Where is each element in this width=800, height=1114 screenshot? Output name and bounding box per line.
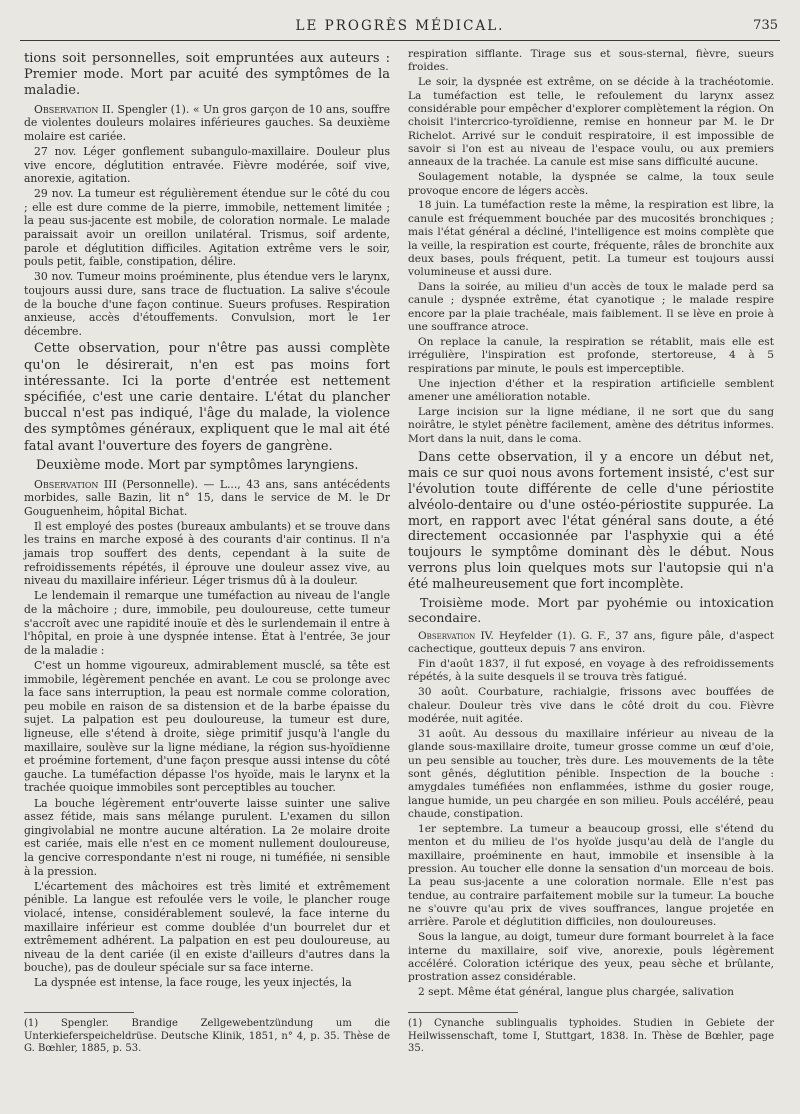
paragraph	[408, 76, 774, 170]
observation-label: Observation IV.	[418, 629, 494, 642]
section-heading	[24, 458, 390, 474]
observation-heading	[408, 630, 774, 657]
left-column	[24, 48, 390, 992]
paragraph-text: Le soir, la dyspnée est extrême, on se décide à la trachéotomie. La tuméfaction est telle, le refoulement du larynx assez considérable pour empêcher d'explorer complètement la région. On choisit l'intercrico-tyroïdienne, remise en honneur par M. le Dr Richelot. Arrivé sur le conduit respiratoire, il est impossible de savoir si l'on est au niveau de l'espace voulu, ou aux premiers anneaux de la trachée. La canule est mise sans difficulté aucune.	[408, 76, 774, 169]
paragraph-text: 1er septembre. La tumeur a beaucoup grossi, elle s'étend du menton et du milieu de l'os hyoïde jusqu'au delà de l'angle du maxillaire, proéminente en haut, immobile et insensible à la pression. Au toucher elle donne la sensation d'un morceau de bois. La peau sus-jacente a une coloration normale. Elle n'est pas tendue, au contraire parfaitement mobile sur la tumeur. La bouche ne s'ouvre qu'au prix de vives souffrances, langue projetée en arrière. Parole et déglutition difficiles, non douloureuses.	[408, 822, 774, 929]
paragraph-text: Sous la langue, au doigt, tumeur dure formant bourrelet à la face interne du maxillaire, soif vive, anorexie, pouls légèrement accéléré. Coloration ictérique des yeux, peau sèche et brûlante, prostration assez considérable.	[408, 931, 774, 984]
observation-label: Observation III	[34, 477, 117, 491]
paragraph	[408, 48, 774, 75]
paragraph-text: tions soit personnelles, soit empruntées aux auteurs : Premier mode. Mort par acuité des symptômes de la maladie.	[24, 51, 390, 99]
paragraph-text: 30 nov. Tumeur moins proéminente, plus étendue vers le larynx, toujours aussi dure, sans trace de fluctuation. La salive s'écoule de la bouche d'une façon continue. Sueurs profuses. Respiration anxieuse, accès d'étouffements. Convulsion, mort le 1er décembre.	[24, 270, 390, 338]
paragraph-text: Il est employé des postes (bureaux ambulants) et se trouve dans les trains en marche exposé à des courants d'air continus. Il n'a jamais trop souffert des dents, cependant à la suite de refroidissements répétés, il éprouve une douleur assez vive, au niveau du maxillaire inférieur. Léger trismus dû à la douleur.	[24, 519, 390, 588]
paragraph-text: 31 août. Au dessous du maxillaire inférieur au niveau de la glande sous-maxillaire droite, tumeur grosse comme un œuf d'oie, un peu sensible au toucher, très dure. Les mouvements de la tête sont gênés, déglutition pénible. Inspection de la bouche : amygdales tuméfiées non enflammées, isthme du gosier rouge, langue humide, un peu chargée en son milieu. Pouls accéléré, peau chaude, constipation.	[408, 727, 774, 820]
paragraph-text: 18 juin. La tuméfaction reste la même, la respiration est libre, la canule est fréquemment bouchée par des mucosités bronchiques ; mais l'état général a décliné, l'intelligence est moins complète que la veille, la respiration est courte, fréquente, râles de bronchite aux deux bases, pouls fréquent, petit. La tumeur est toujours aussi volumineuse et aussi dure.	[408, 199, 774, 279]
paragraph	[408, 406, 774, 446]
paragraph-text: On replace la canule, la respiration se rétablit, mais elle est irrégulière, l'inspiration est profonde, stertoreuse, 4 à 5 respirations par minute, le pouls est imperceptible.	[408, 336, 774, 375]
paragraph	[408, 658, 774, 685]
paragraph-text: Troisième mode. Mort par pyohémie ou intoxication secondaire.	[408, 595, 774, 626]
footnote-rule-left	[24, 1012, 134, 1013]
right-column	[408, 48, 774, 1001]
paragraph	[408, 336, 774, 376]
paragraph-text: 30 août. Courbature, rachialgie, frissons avec bouffées de chaleur. Douleur très vive dans le côté droit du cou. Fièvre modérée, nuit agitée.	[408, 686, 774, 725]
section-heading	[408, 595, 774, 626]
running-title: LE PROGRÈS MÉDICAL.	[295, 18, 505, 34]
paragraph-text: respiration sifflante. Tirage sus et sous-sternal, fièvre, sueurs froides.	[408, 48, 774, 74]
paragraph-text: 2 sept. Même état général, langue plus chargée, salivation	[418, 986, 734, 999]
paragraph	[408, 199, 774, 279]
page-header	[20, 14, 780, 41]
paragraph	[24, 589, 390, 657]
paragraph-text: C'est un homme vigoureux, admirablement musclé, sa tête est immobile, légèrement penchée en avant. Le cou se prolonge avec la face sans interruption, la peau est normale comme coloration, peu mobile en raison de sa distension et de la barbe épaisse du sujet. La palpation est peu douloureuse, la tumeur est dure, ligneuse, elle s'étend à droite, siège primitif jusqu'à l'angle du maxillaire, soulève sur la ligne médiane, la région sus-hyoïdienne et proémine fortement, d'une façon presque aussi intense du côté gauche. La tuméfaction dépasse l'os hyoïde, mais le larynx et la trachée quoique immobiles sont perceptibles au toucher.	[24, 658, 390, 795]
paragraph-text: 27 nov. Léger gonflement subangulo-maxillaire. Douleur plus vive encore, déglutition entravée. Fièvre modérée, soif vive, anorexie, agitation.	[24, 144, 390, 186]
paragraph	[24, 976, 390, 990]
paragraph-text: La dyspnée est intense, la face rouge, les yeux injectés, la	[34, 976, 352, 990]
paragraph	[24, 659, 390, 795]
paragraph-text: La bouche légèrement entr'ouverte laisse suinter une salive assez fétide, mais sans mélange purulent. L'examen du sillon gingivolabial ne montre aucune altération. La 2e molaire droite est cariée, mais elle n'est en ce moment nullement douloureuse, la gencive correspondante n'est ni rouge, ni tuméfiée, ni sensible à la pression.	[24, 796, 390, 878]
paragraph-text: Deuxième mode. Mort par symptômes laryngiens.	[36, 457, 359, 473]
paragraph-text: Le lendemain il remarque une tuméfaction au niveau de l'angle de la mâchoire ; dure, immobile, peu douloureuse, cette tumeur s'accroît avec une rapidité inouïe et dès le surlendemain il entre à l'hôpital, en proie à une dyspnée intense. État à l'entrée, 3e jour de la maladie :	[24, 589, 390, 657]
footnote-right	[408, 1018, 774, 1056]
paragraph-text: Fin d'août 1837, il fut exposé, en voyage à des refroidissements répétés, à la suite desquels il se trouva très fatigué.	[408, 658, 774, 684]
paragraph-text: Soulagement notable, la dyspnée se calme, la toux seule provoque encore de légers accès.	[408, 171, 774, 197]
footnote-text: (1) Spengler. Brandige Zellgewebentzündung um die Unterkieferspeicheldrüse. Deutsche Klinik, 1851, n° 4, p. 35. Thèse de G. Bœhler, 1885, p. 53.	[24, 1018, 390, 1054]
paragraph	[408, 931, 774, 984]
paragraph-text: 29 nov. La tumeur est régulièrement étendue sur le côté du cou ; elle est dure comme de la pierre, immobile, nettement limitée ; la peau sus-jacente est mobile, de coloration normale. Le malade paraissait avoir un oreillon unilatéral. Trismus, soif ardente, parole et déglutition difficiles. Agitation extrême vers le soir, pouls petit, faible, constipation, délire.	[24, 187, 390, 269]
observation-label: Observation II.	[34, 102, 114, 116]
paragraph-text: (Personnelle). — L..., 43 ans, sans antécédents morbides, salle Bazin, lit n° 15, dans le service de M. le Dr Gouguenheim, hôpital Bichat.	[24, 477, 390, 518]
paragraph	[408, 686, 774, 726]
paragraph-text: Heyfelder (1). G. F., 37 ans, figure pâle, d'aspect cachectique, goutteux depuis 7 ans environ.	[408, 629, 774, 656]
commentary-paragraph	[24, 51, 390, 100]
commentary-paragraph	[24, 341, 390, 454]
paragraph	[408, 986, 774, 999]
paragraph	[24, 145, 390, 186]
paragraph	[408, 281, 774, 334]
paragraph-text: Dans la soirée, au milieu d'un accès de toux le malade perd sa canule ; dyspnée extrême, état cyanotique ; le malade respire encore par la plaie trachéale, mais faiblement. Il se lève en proie à une souffrance atroce.	[408, 281, 774, 334]
paragraph	[24, 797, 390, 879]
paragraph-text: L'écartement des mâchoires est très limité et extrêmement pénible. La langue est refoulée vers le voile, le plancher rouge violacé, intense, considérablement soulevé, la face interne du maxillaire inférieur est comme doublée d'un bourrelet dur et extrêmement adhérent. La palpation en est peu douloureuse, au niveau de la dent cariée (il en existe d'ailleurs d'autres dans la bouche), pas de douleur spéciale sur sa face interne.	[24, 879, 390, 975]
paragraph-text: Une injection d'éther et la respiration artificielle semblent amener une amélioration notable.	[408, 377, 774, 403]
paragraph-text: Dans cette observation, il y a encore un début net, mais ce sur quoi nous avons fortement insisté, c'est sur l'évolution toute différente de celle d'une périostite alvéolo-dentaire ou d'une ostéo-périostite suppurée. La mort, en rapport avec l'état général sans doute, a été directement occasionnée par l'asphyxie qui a été toujours le symptôme dominant dès le début. Nous verrons plus loin quelques mots sur l'autopsie qui n'a été malheureusement que fort incomplète.	[408, 448, 774, 592]
paragraph	[408, 378, 774, 405]
paragraph	[408, 171, 774, 198]
footnote-left	[24, 1018, 390, 1056]
footnote-text: (1) Cynanche sublingualis typhoides. Studien in Gebiete der Heilwissenschaft, tome I, Stuttgart, 1838. In. Thèse de Bœhler, page 35.	[408, 1018, 774, 1054]
page-number: 735	[753, 18, 778, 33]
paragraph	[24, 270, 390, 338]
paragraph	[24, 187, 390, 269]
paragraph	[408, 823, 774, 930]
commentary-paragraph	[408, 449, 774, 592]
observation-heading	[24, 103, 390, 144]
footnote-rule-right	[408, 1012, 518, 1013]
paragraph-text: Spengler (1). « Un gros garçon de 10 ans, souffre de violentes douleurs molaires inférieures gauches. Sa deuxième molaire est cariée.	[24, 102, 390, 143]
paragraph	[24, 880, 390, 975]
paragraph	[24, 520, 390, 588]
observation-heading	[24, 478, 390, 519]
paragraph-text: Large incision sur la ligne médiane, il ne sort que du sang noirâtre, le stylet pénètre facilement, amène des détritus informes. Mort dans la nuit, dans le coma.	[408, 405, 774, 445]
paragraph	[408, 728, 774, 822]
paragraph-text: Cette observation, pour n'être pas aussi complète qu'on le désirerait, n'en est pas moins fort intéressante. Ici la porte d'entrée est nettement spécifiée, c'est une carie dentaire. L'état du plancher buccal n'est pas indiqué, l'âge du malade, la violence des symptômes généraux, expliquent que le mal ait été fatal avant l'ouverture des foyers de gangrène.	[24, 341, 390, 454]
